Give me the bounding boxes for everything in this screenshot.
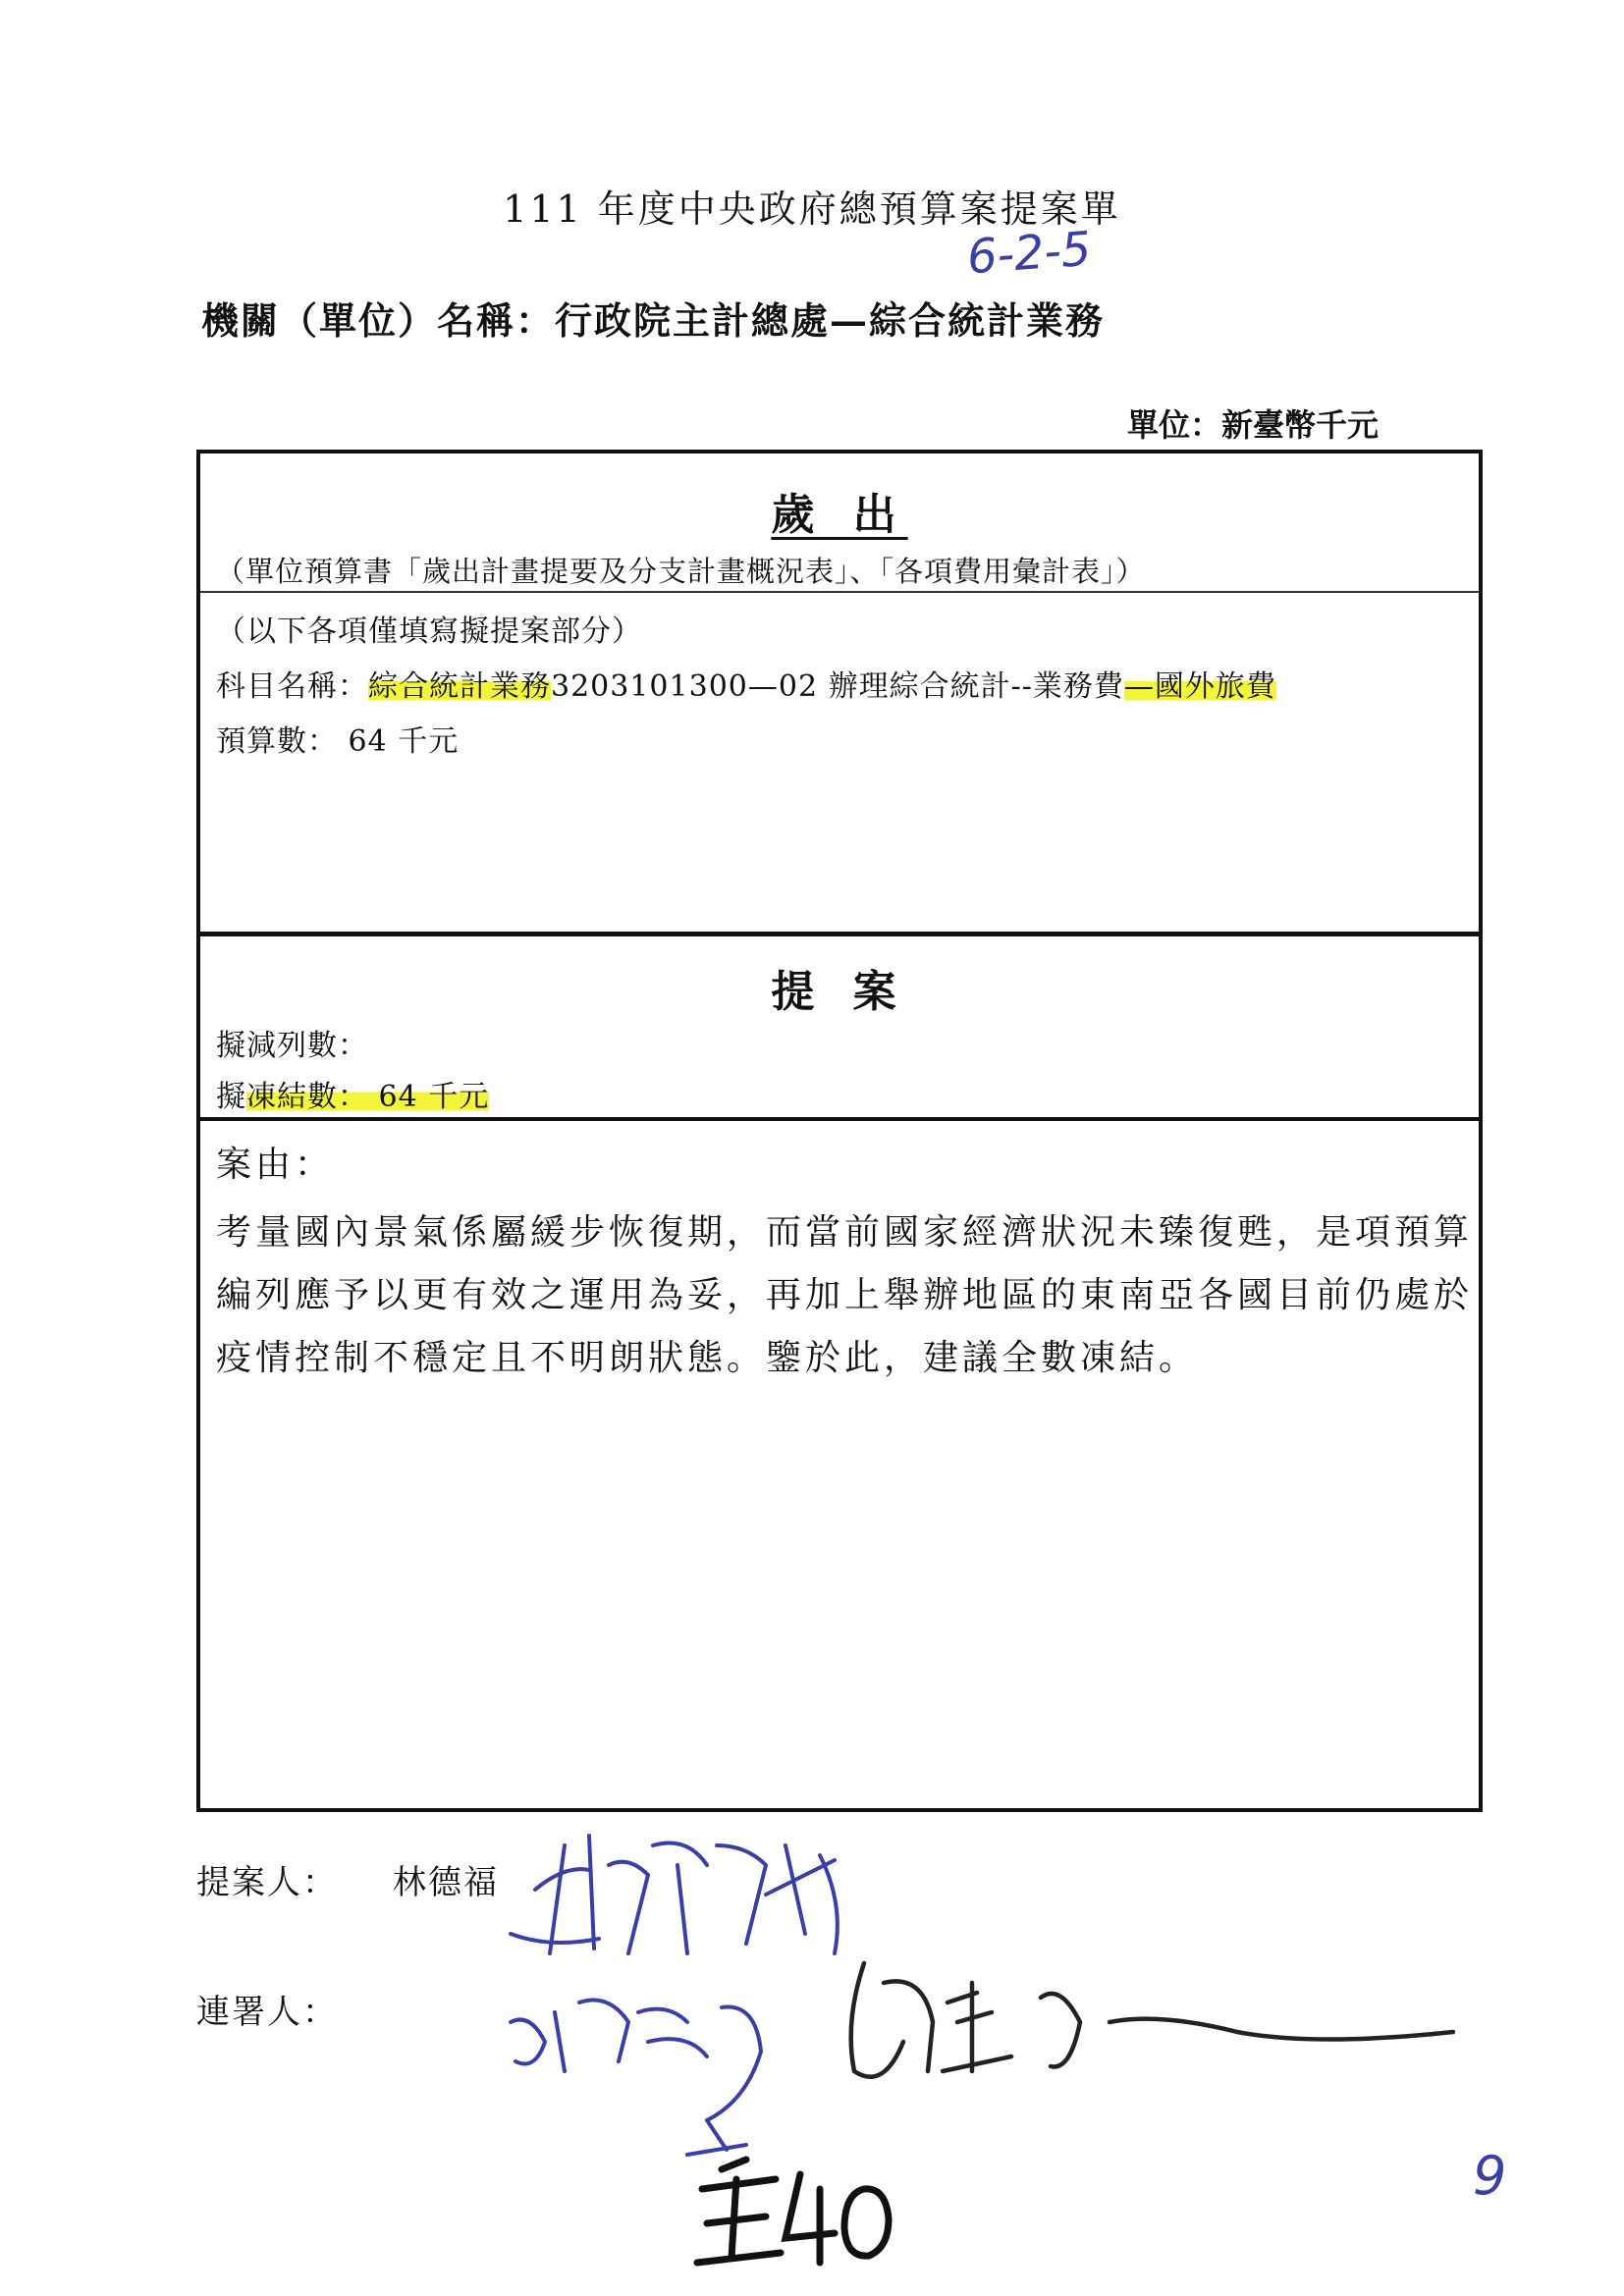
subject-highlight-1: 綜合統計業務 xyxy=(368,669,551,704)
fill-note: （以下各項僅填寫擬提案部分） xyxy=(216,614,642,649)
proposal-heading: 提 案 xyxy=(771,967,908,1017)
proposer-label: 提案人： xyxy=(196,1863,338,1902)
subject-label: 科目名稱： xyxy=(216,669,368,704)
source-note: （單位預算書「歲出計畫提要及分支計畫概況表」、「各項費用彙計表」） xyxy=(216,555,1146,588)
agency-name: 機關（單位）名稱：行政院主計總處—綜合統計業務 xyxy=(201,298,1106,343)
freeze-highlight: 凍結數： 64 千元 xyxy=(246,1080,490,1114)
handwritten-code: 6-2-5 xyxy=(965,221,1094,286)
subject-code: 3203101300—02 辦理綜合統計--業務費 xyxy=(551,669,1124,704)
handwritten-mark xyxy=(697,2160,889,2263)
signature-blue-1 xyxy=(511,1836,838,1953)
document-title: 111 年度中央政府總預算案提案單 xyxy=(503,187,1121,231)
cosigner-label: 連署人： xyxy=(196,1993,338,2032)
currency-unit: 單位：新臺幣千元 xyxy=(1127,406,1380,444)
reason-text: 考量國內景氣係屬緩步恢復期，而當前國家經濟狀況未臻復甦，是項預算編列應予以更有效之運用為妥，再加上舉辦地區的東南亞各國目前仍處於疫情控制不穩定且不明朗狀態。鑒於此，建議全數凍結。 xyxy=(216,1212,1474,1378)
proposer-name: 林德福 xyxy=(393,1863,499,1902)
budget-amount: 預算數： 64 千元 xyxy=(216,724,460,759)
reason-label: 案由： xyxy=(216,1145,335,1185)
freeze-prefix: 擬 xyxy=(216,1080,246,1114)
signature-blue-2 xyxy=(511,2001,761,2156)
expenditure-heading: 歲 出 xyxy=(771,490,908,540)
page-number: 9 xyxy=(1473,2145,1507,2207)
subject-highlight-2: —國外旅費 xyxy=(1123,669,1276,704)
reduce-amount: 擬減列數： xyxy=(216,1029,368,1063)
signature-black xyxy=(851,1963,1453,2077)
